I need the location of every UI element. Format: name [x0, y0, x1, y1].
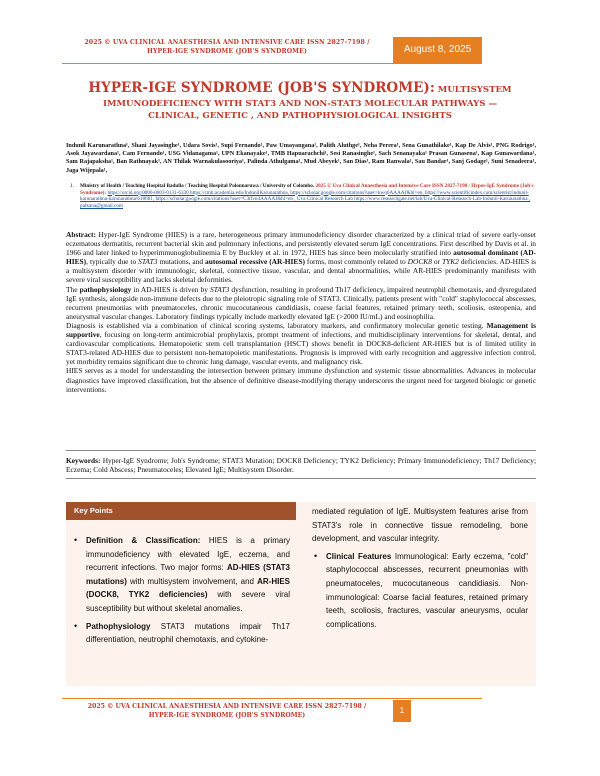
abstract-text: The — [66, 284, 80, 294]
header-divider — [62, 63, 482, 64]
key-point-bold-ar: AR-HIES (DOCK8, TYK2 deficiencies) — [86, 576, 290, 600]
key-point-pathophysiology-label: Pathophysiology — [86, 621, 151, 631]
abstract-gene-tyk2: TYK2 — [442, 257, 459, 267]
key-point-text: with multisystem involvement, and — [126, 576, 258, 586]
abstract-paragraph-3 — [66, 321, 536, 366]
abstract-text: Hyper-IgE Syndrome (HIES) is a rare, heterogeneous primary immunodeficiency disorder characterized by a clinical triad of severe early-onset eczematous dermatitis, recurrent bacterial skin and pulmonary infections, and persistently elevated serum IgE concentrations. First described by Davis et al. in 1966 and later linked to hyperimmunoglobulinemia E by Buckley et al. in 1972, HIES has since been molecularly stratified into — [66, 230, 536, 258]
abstract-bold-ad: autosomal dominant (AD-HIES) — [66, 248, 536, 267]
keywords-text: Hyper-IgE Syndrome; Job's Syndrome; STAT3 Mutation; DOCK8 Deficiency; TYK2 Deficiency; Primary Immunodeficiency; Th17 Deficiency; Eczema; Cold Abscess; Pneumatoceles; Elevated IgE; Multisystem Disorder. — [66, 456, 536, 475]
page-header — [0, 0, 600, 72]
key-point-text: with severe viral susceptibility but without skeletal anomalies. — [86, 590, 291, 613]
key-point-clinical-features — [326, 550, 528, 632]
abstract-text: , focusing on long-term antimicrobial prophylaxis, prompt treatment of infections, and multidisciplinary interventions for skeletal, dental, and cardiovascular complications. Hematopoietic stem cell transplantation (HSCT) shows benefit in DOCK8-deficient AR-HIES but is of limited utility in STAT3-related AD-HIES due to persistent non-hematopoietic manifestations. Prognosis is improved with early recognition and aggressive infection control, yet morbidity remains significant due to chronic lung damage, vascular events, and malignancy risk. — [66, 330, 536, 367]
keywords-label: Keywords: — [66, 456, 101, 465]
key-point-definition — [86, 534, 290, 616]
abstract-bold-ar: autosomal recessive (AR-HIES) — [205, 257, 305, 267]
abstract-text: deficiencies. AD-HIES is a multisystem disorder with immunologic, skeletal, connective tissue, vascular, and dental abnormalities, while AR-HIES predominantly manifests with severe viral susceptibility and lacks skeletal deformities. — [66, 257, 536, 285]
affiliation-links[interactable]: https://orcid.org/0000-0003-0131-6330 https://cmb.academia.edu/IndunilKarunarathna, https://scholar.google.com/citations?user=kwq6AAAAJ&hl=en, https://www.scientificindex.com/scientist/indunil-karunarathna-karunarathna/618681, https://scholar.google.com/citations?user=C3tfvn4AAAAJ&hl=en , Uva Clinical Research Lab https://www.researchgate.net/lab/Uva-Clinical-Research-Lab-Indunil-Karunarathna , palkana@gmail.com — [80, 189, 531, 209]
subtitle-line1: IMMUNODEFICIENCY WITH STAT3 AND NON-STAT3 MOLECULAR PATHWAYS — — [102, 99, 498, 109]
key-points-heading: Key Points — [66, 502, 296, 520]
header-journal-line1: 2025 © UVA CLINICAL ANAESTHESIA AND INTENSIVE CARE ISSN 2827-7198 / — [84, 39, 370, 46]
abstract-paragraph-4: HIES serves as a model for understanding the intersection between primary immune dysfunction and systemic tissue abnormalities. Advances in molecular diagnostics have improved classification, but the absence of definitive disease-modifying therapy underscores the urgent need for targeted biologic or genetic interventions. — [66, 366, 536, 394]
key-point-clinical-label: Clinical Features — [326, 551, 392, 561]
abstract-bold-pathophysiology: pathophysiology — [79, 284, 132, 294]
article-title — [40, 80, 560, 99]
keywords-top-divider — [66, 450, 536, 451]
keywords-section — [66, 456, 536, 474]
key-points-list-right — [312, 550, 528, 632]
key-point-pathophysiology — [86, 620, 290, 647]
key-point-definition-label: Definition & Classification: — [86, 536, 201, 545]
key-points-right-column — [312, 505, 528, 635]
affiliation-number: 1. — [70, 183, 74, 189]
footer-journal-title — [62, 702, 392, 720]
author-list: Indunil Karunarathna¹, Shani Jayasinghe¹, Udara Sovis¹, Supi Fernando¹, Paw Umayangana¹, Palith Aluthge¹, Neha Perera¹, Sena Gunathilake¹, Kap De Alvis¹, PNG Rodrigo¹, Asok Jayawardana¹, Cam Fernando¹, USG Vidanagama¹, UPN Ekanayake¹, TMB Hapuarachchi¹, Sesi Ranasinghe¹, Sach Senanayaka¹ Prasan Gunasena¹, Kap Gunawardana¹, Sam Rajapaksha¹, Ban Rathnayak¹, AN Thilak Warnakulasooriya¹, Palinda Athulgama¹, Mud Abeyek¹, San Dias¹, Ram Ranwala¹, Sau Bandar¹, Sanj Godage¹, Suni Senadeera¹, Jaga Wijepala¹, — [66, 142, 536, 174]
abstract-paragraph-1 — [66, 230, 536, 285]
abstract-gene-dock8: DOCK8 — [407, 257, 432, 267]
page-number: 1 — [393, 700, 411, 722]
abstract-text: dysfunction, resulting in profound Th17 deficiency, impaired neutrophil chemotaxis, and dysregulated IgE synthesis, alongside non-immune defects due to the pleiotropic signaling role of STAT3. Clinically, patients present with "cold" staphylococcal abscesses, recurrent pneumonias with pneumatoceles, chronic mucocutaneous candidiasis, coarse facial features, retained primary teeth, scoliosis, osteopenia, and aneurysmal vascular changes. Laboratory findings typically include markedly elevated IgE (>2000 IU/mL) and eosinophilia. — [66, 284, 537, 321]
footer-divider — [62, 698, 482, 699]
abstract-text: or — [431, 257, 443, 267]
abstract-text: , typically due to — [86, 257, 139, 267]
affiliation-block — [70, 183, 538, 209]
keywords-bottom-divider — [66, 478, 536, 479]
abstract-paragraph-2 — [66, 285, 536, 321]
key-point-bold-ad: AD-HIES (STAT3 mutations) — [86, 563, 290, 586]
abstract-label: Abstract: — [66, 230, 96, 239]
abstract-gene-stat3: STAT3 — [138, 257, 158, 267]
title-main-small: MULTISYSTEM — [434, 85, 512, 95]
title-main: HYPER-IGE SYNDROME (JOB'S SYNDROME): — [88, 80, 435, 96]
abstract-text: forms, most commonly related to — [304, 257, 408, 267]
key-point-text: HIES is a primary immunodeficiency with elevated IgE, eczema, and recurrent infections. Two major forms: — [86, 536, 290, 573]
footer-journal-line2: HYPER-IGE SYNDROME (JOB'S SYNDROME) — [148, 712, 306, 719]
abstract-bold-management: Management is supportive — [66, 320, 536, 340]
header-journal-line2: HYPER-IGE SYNDROME (JOB'S SYNDROME) — [147, 48, 307, 55]
abstract-text: mutations, and — [157, 257, 206, 267]
header-journal-title — [62, 38, 392, 56]
affiliation-institution: Ministry of Health / Teaching Hospital Badulla / Teaching Hospital Polonnaruwa / University of Colombo. — [80, 183, 315, 189]
subtitle-line2: CLINICAL, GENETIC , AND PATHOPHYSIOLOGICAL INSIGHTS — [148, 111, 452, 121]
affiliation-journal: 2025 © Uva Clinical Anaesthesia and Intensive Care ISSN 2827-7198 / Hyper-IgE Syndrome (Job's Syndrome): — [80, 183, 534, 196]
abstract-text: Diagnosis is established via a combination of clinical scoring systems, laboratory markers, and confirmatory molecular genetic testing. — [66, 320, 487, 330]
abstract-section — [66, 230, 536, 394]
key-point-pathophysiology-continued: mediated regulation of IgE. Multisystem features arise from STAT3's role in connective tissue remodeling, bone development, and vascular integrity. — [312, 507, 528, 544]
key-point-text: Immunological: Early eczema, "cold" staphylococcal abscesses, recurrent pneumonias with pneumatoceles, mucocutaneous candidiasis. Non-immunological: Coarse facial features, retained primary teeth, scoliosis, fractures, vascular aneurysms, ocular complications. — [326, 551, 528, 629]
key-points-list-left — [72, 534, 290, 647]
key-points-left-column — [72, 534, 290, 651]
abstract-text: in AD-HIES is driven by — [131, 284, 211, 294]
key-point-text: STAT3 mutations impair Th17 differentiation, neutrophil chemotaxis, and cytokine- — [86, 621, 290, 645]
abstract-gene-stat3: STAT3 — [210, 284, 230, 294]
footer-journal-line1: 2025 © UVA CLINICAL ANAESTHESIA AND INTENSIVE CARE ISSN 2827-7198 / — [87, 703, 367, 710]
header-date-badge: August 8, 2025 — [393, 37, 482, 63]
article-subtitle — [40, 98, 560, 122]
